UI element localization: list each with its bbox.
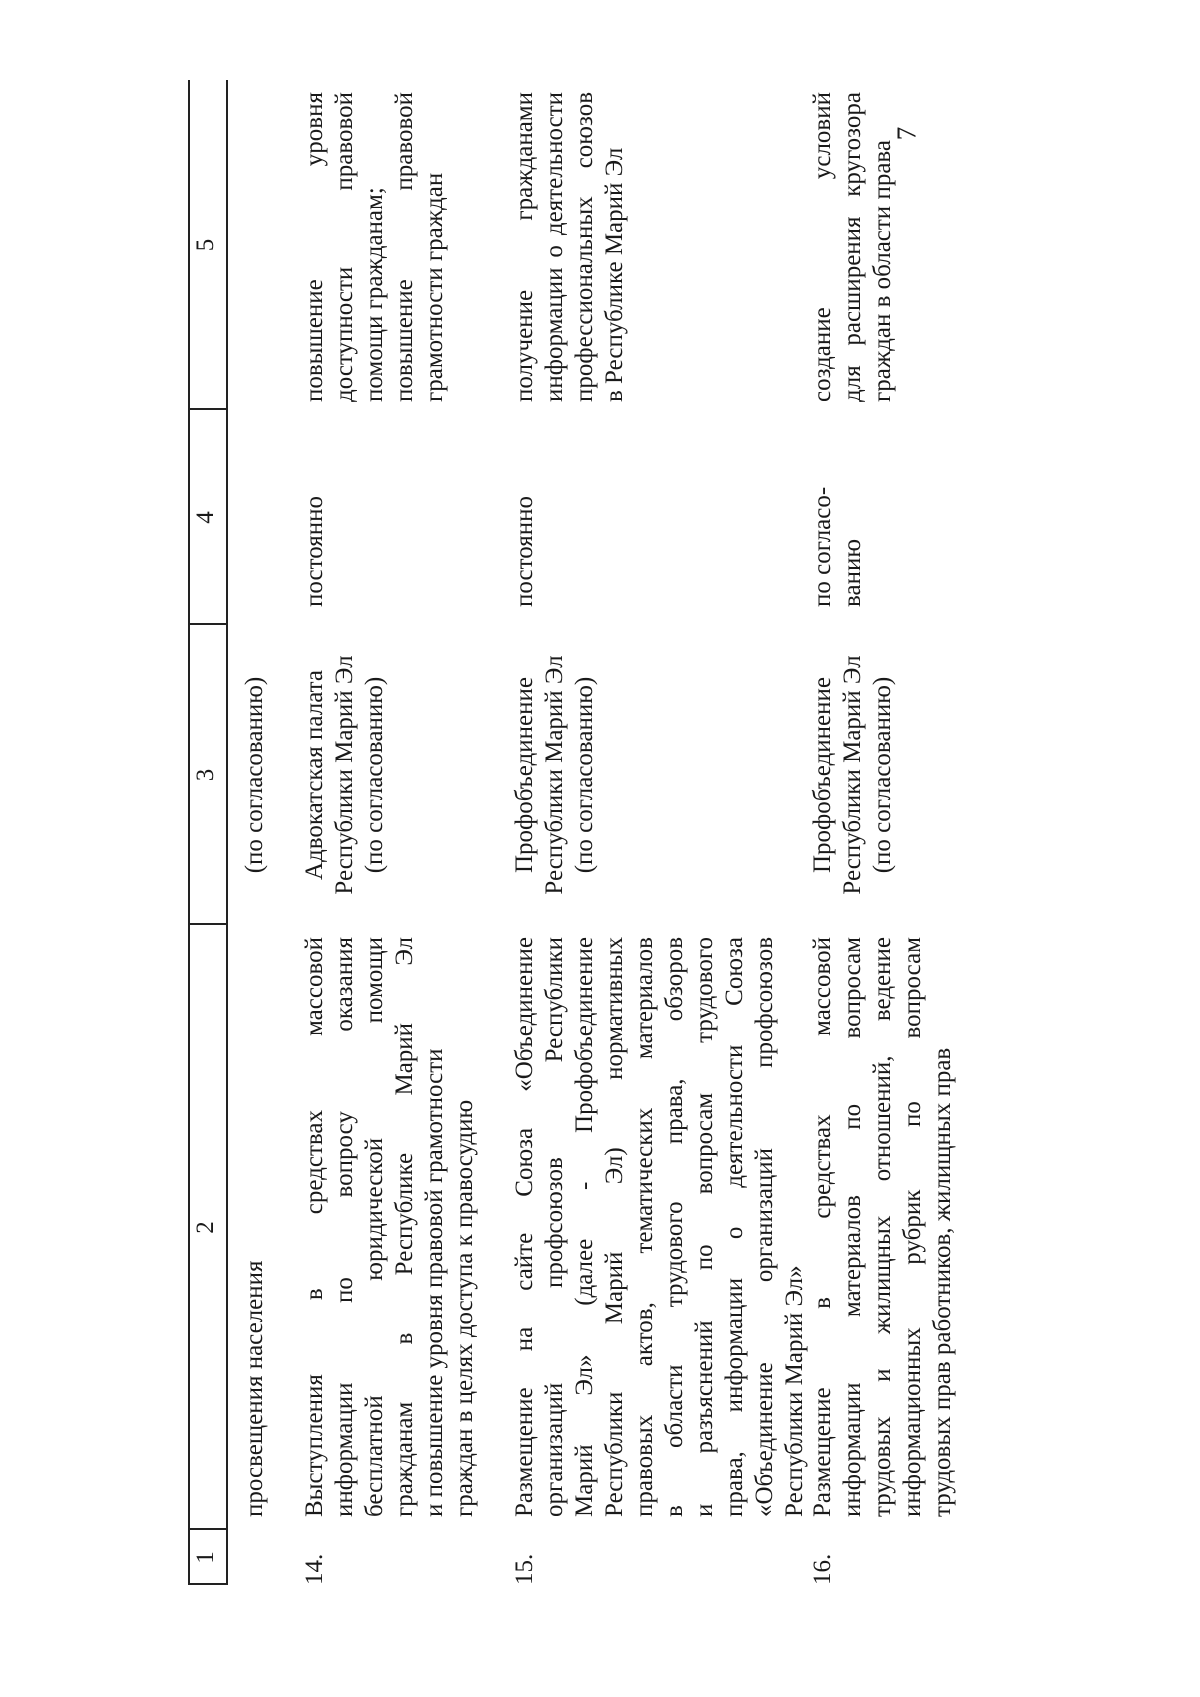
header-bottom-rule (226, 80, 228, 1585)
column-number-2: 2 (192, 1221, 219, 1234)
header-top-rule (188, 80, 190, 1585)
deadline: по согласо- ванию (809, 486, 866, 607)
page-number: 7 (891, 126, 922, 141)
row-number: 16. (809, 1553, 836, 1585)
table-header-row (188, 80, 226, 1585)
continuation-text-col3: (по согласованию) (241, 676, 268, 874)
responsible-party: Профобъединение Республики Марий Эл (по согласованию) (511, 655, 598, 895)
measure-description: Размещение на сайте Союза «Объединение организаций профсоюзов Республики Марий Эл» (далее - Профобъединение Республики Марий Эл) нормативных правовых актов, тематических материалов в области трудового права, обзоров и разъяснений по вопросам трудового права, информации о деятельности Союза «Объединение организаций профсоюзов Республики Марий Эл» (511, 937, 808, 1517)
row-number: 15. (511, 1553, 538, 1585)
row-number: 14. (301, 1553, 328, 1585)
expected-result: создание условий для расширения кругозора граждан в области права (809, 92, 896, 402)
column-number-5: 5 (192, 238, 219, 252)
continuation-text-col2: просвещения населения (241, 1260, 268, 1517)
column-number-1: 1 (192, 1551, 219, 1564)
measure-description: Размещение в средствах массовой информации материалов по вопросам трудовых и жилищных отношений, ведение информационных рубрик по вопросам трудовых прав работников, жилищных прав (809, 937, 956, 1517)
responsible-party: Адвокатская палата Республики Марий Эл (по согласованию) (301, 655, 388, 895)
expected-result: повышение уровня доступности правовой помощи гражданам; повышение правовой грамотности граждан (301, 92, 448, 402)
column-number-4: 4 (192, 511, 219, 524)
expected-result: получение гражданами информации о деятельности профессиональных союзов в Республике Марий Эл (511, 92, 628, 402)
document-table (188, 80, 958, 1585)
responsible-party: Профобъединение Республики Марий Эл (по согласованию) (809, 655, 896, 895)
deadline: постоянно (511, 496, 538, 607)
measure-description: Выступления в средствах массовой информации по вопросу оказания бесплатной юридической помощи гражданам в Республике Марий Эл и повышение уровня правовой грамотности граждан в целях доступа к правосудию (301, 937, 478, 1517)
deadline: постоянно (301, 496, 328, 607)
column-number-3: 3 (192, 768, 219, 782)
